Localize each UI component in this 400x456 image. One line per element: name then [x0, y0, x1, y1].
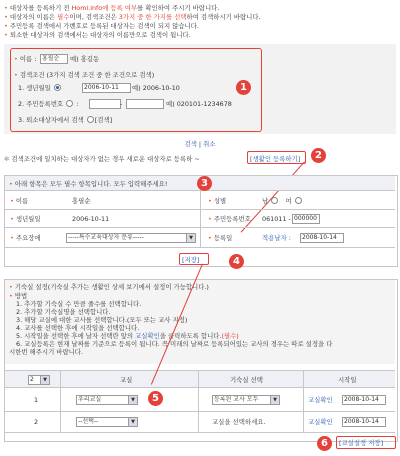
chevron-down-icon: ▼ [270, 396, 279, 404]
birth-row [18, 84, 62, 92]
label: 아래 항목은 모두 필수 항목입니다. 모두 입력해주세요! [14, 180, 168, 188]
col-start: 시작일 [338, 376, 357, 384]
search-name-label: • 이름 : [14, 55, 37, 63]
gender-female-radio[interactable] [295, 197, 302, 204]
gender-male-label: 남 [262, 197, 269, 205]
birth-label: 1. 생년월일 [18, 84, 51, 92]
notice-1: • 대상자를 등록하기 전 Homi.info에 등록 여부를 확인하여 주시기 바랍니다. [4, 4, 220, 12]
label: 기숙실 설정(기숙실 추가는 생활인 상세 보기에서 설정이 가능합니다.) [14, 283, 209, 291]
ssn-row: 2. 주민등록번호 : [18, 100, 79, 108]
disability-select[interactable] [66, 233, 196, 243]
class-step-6b: 시한번 해주시기 바랍니다. [9, 348, 84, 356]
form-disability-label: • 주요장애 [10, 234, 41, 242]
birth-example: 예) 2006-10-10 [132, 84, 180, 92]
form-save-button[interactable]: [저장] [182, 256, 200, 264]
gender-options [262, 197, 303, 205]
label: 교실확인 [135, 332, 160, 340]
select-value: 우리교실 [78, 396, 102, 403]
notice-text: 이며, 검색조건은 [69, 13, 119, 21]
select-value: 2 [30, 376, 34, 383]
cancel-button[interactable]: 취소 [203, 140, 216, 148]
class-step-2: 2. 추가할 기숙실명을 선택합니다. [16, 308, 111, 316]
label: 성별 [213, 197, 227, 205]
col-teacher: 기숙실 선택 [230, 376, 263, 384]
row-1-class-select[interactable] [76, 395, 138, 405]
label: 이름 : [19, 55, 37, 63]
form-register-label: • 등록일 [208, 234, 233, 242]
row-2-teacher-text: 교실을 선택하세요. [212, 418, 266, 426]
chevron-down-icon: ▼ [128, 396, 137, 404]
gender-male-radio[interactable] [271, 197, 278, 204]
notice-text: 대상자의 이름은 [9, 13, 58, 21]
search-condition-title: • 검색조건 (3가지 검색 조건 중 한 조건으로 검색) [14, 71, 155, 79]
notice-text: 퇴소한 대상자의 검색에서는 대상자의 이름만으로 검색이 됩니다. [9, 31, 191, 39]
form-name-label: • 이름 [10, 197, 29, 205]
class-table-header [5, 371, 395, 387]
ssn-example: 예) 020101-1234678 [166, 100, 232, 108]
birth-input[interactable]: 2006-10-11 [82, 83, 131, 93]
notice-text: 주민등록 검색에서 가벤호로 등록된 대상자는 검색이 되지 않습니다. [9, 22, 199, 30]
register-resident-button[interactable]: [생활인 등록하기] [250, 155, 301, 163]
form-ssn-front: 061011 - [262, 215, 291, 223]
chevron-down-icon: ▼ [128, 418, 137, 426]
apply-date-input[interactable]: 2008-10-14 [300, 233, 344, 243]
ssn-back-input[interactable] [126, 99, 164, 109]
select-value: --선택-- [78, 418, 99, 425]
marker-2: 2 [311, 148, 326, 163]
discharged-radio[interactable] [87, 116, 94, 123]
notice-4: • 퇴소한 대상자의 검색에서는 대상자의 이름만으로 검색이 됩니다. [4, 31, 191, 39]
form-ssn-back-input[interactable]: 000000 [292, 214, 320, 224]
row-2-no: 2 [34, 418, 39, 426]
row-1-no: 1 [34, 396, 39, 404]
class-step-4: 4. 교사를 선택한 후에 시작일을 선택합니다. [16, 324, 140, 332]
not-found-label: 검색조건에 일치하는 대상자가 없는 경우 새로운 대상자로 등록하 ~ [11, 155, 200, 163]
class-count-select[interactable] [28, 375, 50, 385]
class-step-1: 1. 추가할 기숙실 수 만큼 줄수를 선택합니다. [16, 300, 142, 308]
row-2-confirm[interactable]: 교실확인 [308, 418, 333, 426]
label: 이름 [15, 197, 29, 205]
birth-radio[interactable] [54, 84, 61, 91]
search-name-input[interactable]: 홍필순 [40, 54, 68, 64]
label: 주민등록번호 [213, 215, 251, 223]
form-birth-label: • 생년월일 [10, 215, 41, 223]
class-step-3: 3. 해당 교실에 대한 교사를 선택합니다.(모두 또는 교사 지정) [16, 316, 188, 324]
not-found-text: ✻ 검색조건에 일치하는 대상자가 없는 경우 새로운 대상자로 등록하 ~ [4, 155, 200, 163]
label: 방법 [14, 292, 28, 300]
chevron-down-icon: ▼ [40, 376, 49, 384]
row-1-teacher-select[interactable] [212, 395, 280, 405]
ssn-label: 2. 주민등록번호 [18, 100, 64, 108]
row-1-confirm[interactable]: 교실확인 [308, 396, 333, 404]
notice-3: • 주민등록 검색에서 가벤호로 등록된 대상자는 검색이 되지 않습니다. [4, 22, 199, 30]
search-actions [0, 140, 400, 148]
label: 등록일 [213, 234, 233, 242]
label: 주요장애 [15, 234, 41, 242]
class-step-6: 6. 교실등록은 현재 날짜를 기준으로 등록이 됩니다. 꼭 미래의 날짜로 등록되어있는 교사의 경우는 따로 설정을 다 [16, 340, 333, 348]
label: 생년월일 [15, 215, 41, 223]
apply-date-label: 적용날자 : [262, 234, 291, 242]
notice-text: 하여 검색하시기 바랍니다. [186, 13, 261, 21]
label: 을 클릭하도록 합니다. [159, 332, 222, 340]
notice-highlight: 3가지 중 한 가지를 선택 [118, 13, 187, 21]
search-name-example: 예) 홍길동 [70, 55, 100, 63]
form-birth-value: 2006-10-11 [72, 215, 110, 223]
class-title: • 기숙실 설정(기숙실 추가는 생활인 상세 보기에서 설정이 가능합니다.) [9, 283, 209, 291]
notice-2: • 대상자의 이름은 필수이며, 검색조건은 3가지 중 한 가지를 선택하여 검색하시기 바랍니다. [4, 13, 261, 21]
class-save-button[interactable]: [교실설정 저장] [339, 439, 384, 447]
row-2-date-input[interactable]: 2008-10-14 [342, 417, 386, 427]
chevron-down-icon: ▼ [186, 234, 195, 242]
form-header-text: • 아래 항목은 모두 필수 항목입니다. 모두 입력해주세요! [9, 180, 168, 188]
gender-female-label: 여 [285, 197, 292, 205]
label: 검색조건 (3가지 검색 조건 중 한 조건으로 검색) [19, 71, 155, 79]
ssn-front-input[interactable] [89, 99, 121, 109]
label: (필수) [221, 332, 239, 340]
marker-5: 5 [148, 391, 163, 406]
notice-highlight: Homi.info에 등록 여부 [71, 4, 138, 12]
separator: | [198, 140, 202, 148]
discharged-label: 3. 퇴소대상자에서 검색 [18, 116, 84, 124]
notice-highlight: 필수 [57, 13, 70, 21]
form-gender-label: • 성별 [208, 197, 227, 205]
notice-text: 를 확인하여 주시기 바랍니다. [137, 4, 220, 12]
discharged-search-tag: [검색] [94, 116, 113, 124]
search-button[interactable]: 검색 [184, 140, 197, 148]
select-value: 등록된 교사 모두 [214, 396, 259, 403]
form-name-value: 홍필순 [72, 197, 91, 205]
marker-4: 4 [229, 254, 244, 269]
col-class: 교실 [120, 376, 133, 384]
row-1-date-input[interactable]: 2008-10-14 [342, 395, 386, 405]
form-ssn-label: • 주민등록번호 [208, 215, 251, 223]
row-2-class-select[interactable] [76, 417, 138, 427]
marker-6: 6 [317, 436, 332, 451]
discharged-row [18, 116, 112, 124]
notice-text: 대상자를 등록하기 전 [9, 4, 72, 12]
marker-1: 1 [236, 80, 251, 95]
class-method: • 방법 [9, 292, 28, 300]
marker-3: 3 [197, 176, 212, 191]
label: 5. 시작일을 선택한 후에 날자 선택란 앞의 [16, 332, 136, 340]
ssn-radio[interactable] [66, 100, 73, 107]
select-value: -----특수교육대상자 분류----- [68, 234, 144, 241]
